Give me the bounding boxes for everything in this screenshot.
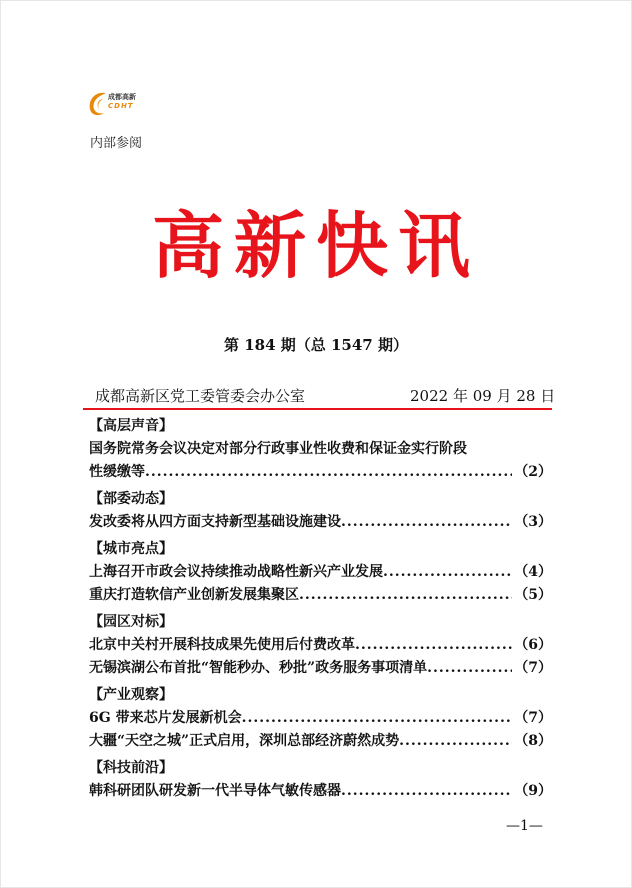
toc-entry-title-cont: 性缓缴等 <box>89 464 145 480</box>
cdht-logo <box>86 89 156 125</box>
leader-dots <box>299 584 512 607</box>
section-heading: 【科技前沿】 <box>89 760 173 776</box>
section-heading: 【产业观察】 <box>89 687 173 703</box>
leader-dots <box>355 634 512 657</box>
toc-entry[interactable] <box>83 561 552 584</box>
internal-reference-label: 内部参阅 <box>90 136 143 151</box>
toc-entry-page: （2） <box>514 464 552 480</box>
toc-entry[interactable] <box>83 780 552 803</box>
issue-date: 2022 年 09 月 28 日 <box>410 387 556 405</box>
toc-entry-title: 韩科研团队研发新一代半导体气敏传感器 <box>89 783 341 799</box>
toc-entry-title: 无锡滨湖公布首批“智能秒办、秒批”政务服务事项清单 <box>89 660 428 676</box>
toc-entry[interactable] <box>83 461 552 484</box>
leader-dots <box>242 707 513 730</box>
toc-entry-page: （3） <box>514 514 552 530</box>
toc-entry[interactable] <box>83 730 552 753</box>
leader-dots <box>399 730 512 753</box>
issue-number: 第 184 期（总 1547 期） <box>224 336 408 354</box>
toc-entry[interactable] <box>83 584 552 607</box>
logo-text-cn: 成都高新 <box>108 93 136 101</box>
toc-entry[interactable] <box>83 511 552 534</box>
section-heading: 【部委动态】 <box>89 491 173 507</box>
section-heading: 【园区对标】 <box>89 614 173 630</box>
table-of-contents <box>83 414 552 803</box>
toc-entry[interactable] <box>83 707 552 730</box>
toc-entry-title: 国务院常务会议决定对部分行政事业性收费和保证金实行阶段 <box>89 441 467 457</box>
page-number: —1— <box>506 818 543 834</box>
toc-entry-title: 上海召开市政会议持续推动战略性新兴产业发展 <box>89 564 383 580</box>
toc-entry-page: （8） <box>514 733 552 749</box>
toc-entry-page: （9） <box>514 783 552 799</box>
toc-entry-title: 发改委将从四方面支持新型基础设施建设 <box>89 514 341 530</box>
toc-entry-title: 6G 带来芯片发展新机会 <box>89 710 242 726</box>
toc-entry-page: （7） <box>514 660 552 676</box>
section-heading: 【高层声音】 <box>89 418 173 434</box>
toc-entry-title: 重庆打造软信产业创新发展集聚区 <box>89 587 299 603</box>
section-heading: 【城市亮点】 <box>89 541 173 557</box>
newsletter-title: 高新快讯 <box>151 203 480 288</box>
leader-dots <box>427 657 512 680</box>
toc-entry-page: （7） <box>514 710 552 726</box>
issuer-office: 成都高新区党工委管委会办公室 <box>95 387 306 405</box>
leader-dots <box>341 511 512 534</box>
leader-dots <box>341 780 512 803</box>
leader-dots <box>383 561 512 584</box>
leader-dots <box>145 461 512 484</box>
toc-entry-line1[interactable] <box>83 438 552 461</box>
toc-entry[interactable] <box>83 657 552 680</box>
toc-entry-page: （5） <box>514 587 552 603</box>
toc-entry-page: （6） <box>514 637 552 653</box>
toc-entry-title: 大疆“天空之城”正式启用，深圳总部经济蔚然成势 <box>89 733 400 749</box>
red-divider <box>83 408 552 410</box>
toc-entry-title: 北京中关村开展科技成果先使用后付费改革 <box>89 637 355 653</box>
logo-text-en: CDHT <box>108 102 134 110</box>
toc-entry-page: （4） <box>514 564 552 580</box>
toc-entry[interactable] <box>83 634 552 657</box>
